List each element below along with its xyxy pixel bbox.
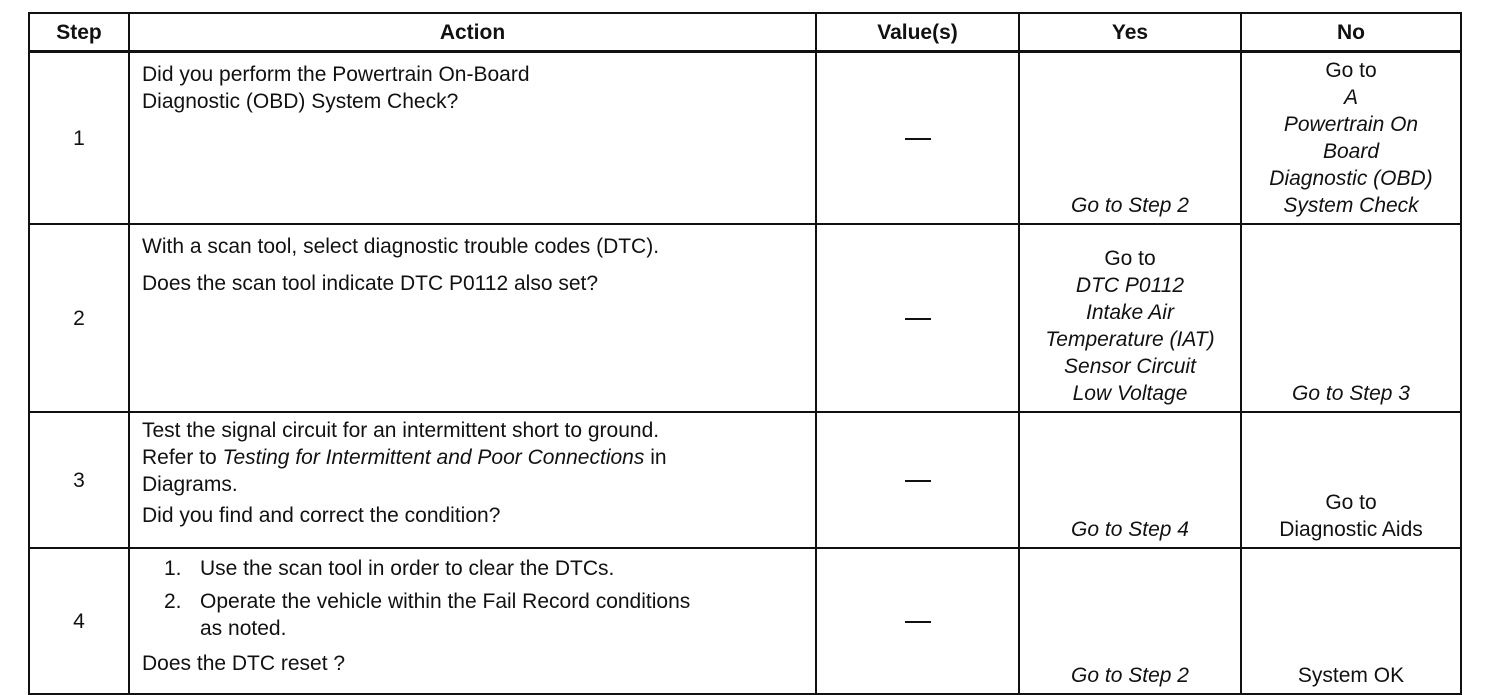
action-text: With a scan tool, select diagnostic trouble codes (DTC). [142,235,660,258]
action-question: Does the scan tool indicate DTC P0112 also set? [142,272,599,295]
link-text: Intake Air [1086,301,1174,324]
value-cell [816,52,1019,225]
link-text: Powertrain On [1283,113,1419,136]
goto-link[interactable] [1246,489,1456,543]
goto-link[interactable] [1024,245,1236,407]
list-text: as noted. [200,617,287,640]
value-cell [816,548,1019,694]
action-text: Diagrams. [142,473,238,496]
link-text: DTC P0112 [1075,274,1185,297]
goto-link[interactable]: Go to Step 2 [1071,664,1189,687]
link-text: Sensor Circuit [1064,355,1196,378]
goto-prefix: Go to [1325,59,1377,82]
step-number: 1 [29,52,129,225]
diagnostic-table [28,12,1462,695]
header-action: Action [129,13,816,52]
yes-cell [1019,224,1241,412]
value-cell [816,412,1019,548]
action-question: Does the DTC reset ? [142,652,346,675]
dash-mark [905,621,931,623]
refer-suffix: in [650,446,667,469]
action-text: Diagnostic (OBD) System Check? [142,90,459,113]
refer-link[interactable]: Testing for Intermittent and Poor Connections [222,446,645,469]
link-text: System Check [1283,194,1419,217]
action-text: Test the signal circuit for an intermittent short to ground. [142,419,660,442]
list-item [142,588,805,642]
list-number: 2. [164,590,182,613]
table-row [29,548,1461,694]
link-text: Low Voltage [1072,382,1188,405]
no-cell [1241,548,1461,694]
yes-cell [1019,548,1241,694]
yes-cell [1019,412,1241,548]
action-cell [129,412,816,548]
link-text: A [1343,86,1358,109]
dash-mark [905,318,931,320]
step-number: 2 [29,224,129,412]
action-cell [129,52,816,225]
step-number: 3 [29,412,129,548]
goto-prefix: Go to [1325,491,1377,514]
goto-link[interactable]: Go to Step 4 [1071,518,1189,541]
list-item [142,555,805,582]
header-values: Value(s) [816,13,1019,52]
table-row [29,52,1461,225]
yes-cell [1019,52,1241,225]
list-text: Use the scan tool in order to clear the DTCs. [200,557,615,580]
action-text [142,444,805,471]
goto-prefix: Go to [1104,247,1156,270]
header-no: No [1241,13,1461,52]
dash-mark [905,138,931,140]
action-text: Did you perform the Powertrain On-Board [142,63,530,86]
value-cell [816,224,1019,412]
action-cell [129,548,816,694]
action-question: Did you find and correct the condition? [142,504,501,527]
no-cell [1241,412,1461,548]
action-cell [129,224,816,412]
dash-mark [905,480,931,482]
link-text: Diagnostic Aids [1279,518,1423,541]
step-number: 4 [29,548,129,694]
list-number: 1. [164,557,182,580]
header-yes: Yes [1019,13,1241,52]
refer-prefix: Refer to [142,446,217,469]
table-row [29,412,1461,548]
link-text: Diagnostic (OBD) [1269,167,1433,190]
list-text: Operate the vehicle within the Fail Record conditions [200,590,691,613]
no-cell [1241,224,1461,412]
link-text: Temperature (IAT) [1045,328,1215,351]
table-row [29,224,1461,412]
no-cell [1241,52,1461,225]
header-step: Step [29,13,129,52]
goto-link[interactable] [1246,57,1456,219]
link-text: Board [1322,140,1380,163]
result-text: System OK [1297,664,1405,687]
goto-link[interactable]: Go to Step 2 [1071,194,1189,217]
numbered-steps [142,555,805,642]
header-row [29,13,1461,52]
goto-link[interactable]: Go to Step 3 [1292,382,1410,405]
